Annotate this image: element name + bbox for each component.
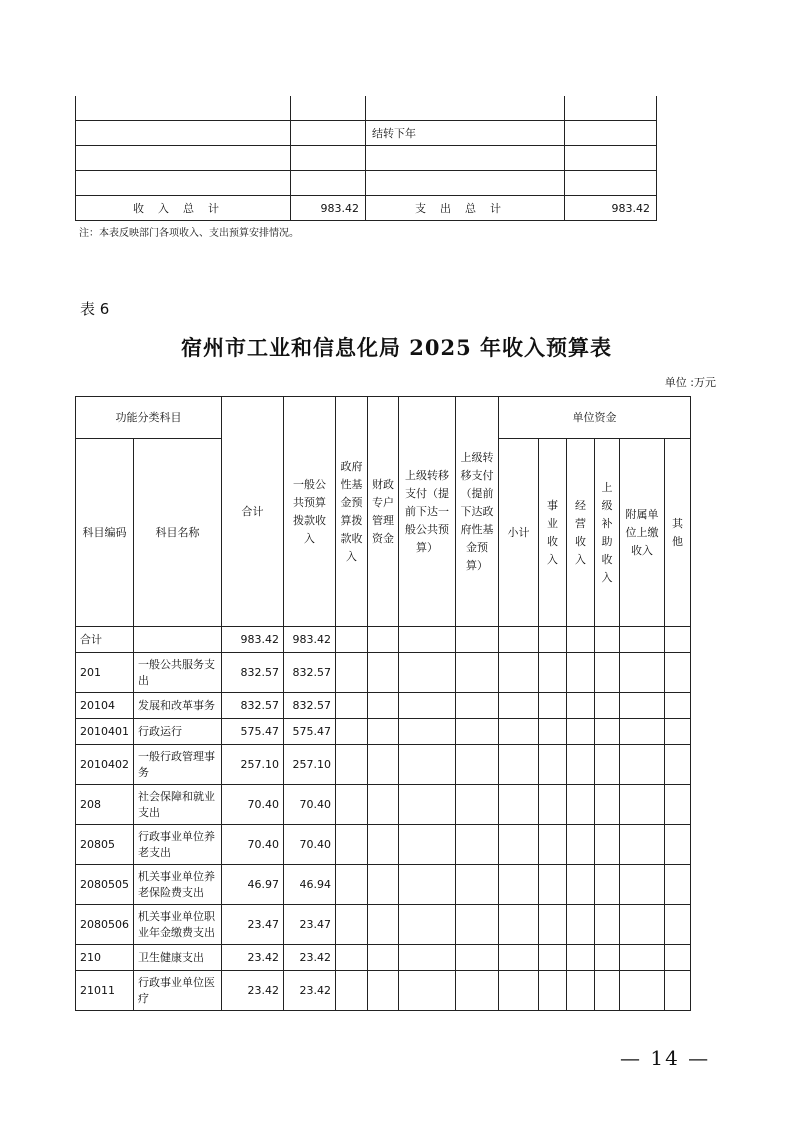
empty-cell bbox=[336, 653, 368, 693]
row-code: 20104 bbox=[76, 693, 134, 719]
table-row bbox=[76, 146, 657, 171]
empty-cell bbox=[539, 745, 567, 785]
empty-cell bbox=[620, 627, 665, 653]
empty-cell bbox=[595, 719, 620, 745]
operating-income-header: 经营收入 bbox=[567, 439, 595, 627]
table-number: 表 6 bbox=[80, 300, 110, 318]
empty-cell bbox=[336, 825, 368, 865]
empty-cell bbox=[368, 627, 399, 653]
row-code: 21011 bbox=[76, 971, 134, 1011]
table-row bbox=[76, 719, 691, 745]
empty-cell bbox=[499, 693, 539, 719]
row-name: 行政运行 bbox=[134, 719, 222, 745]
empty-cell bbox=[399, 693, 456, 719]
row-general-budget: 70.40 bbox=[284, 785, 336, 825]
empty-cell bbox=[368, 905, 399, 945]
empty-cell bbox=[336, 627, 368, 653]
empty-cell bbox=[336, 745, 368, 785]
empty-cell bbox=[456, 627, 499, 653]
row-code: 合计 bbox=[76, 627, 134, 653]
table-row bbox=[76, 745, 691, 785]
row-general-budget: 23.47 bbox=[284, 905, 336, 945]
row-name: 卫生健康支出 bbox=[134, 945, 222, 971]
empty-cell bbox=[399, 785, 456, 825]
row-total: 832.57 bbox=[222, 653, 284, 693]
empty-cell bbox=[539, 945, 567, 971]
empty-cell bbox=[336, 693, 368, 719]
row-total: 23.47 bbox=[222, 905, 284, 945]
empty-cell bbox=[665, 693, 691, 719]
totals-row bbox=[76, 196, 657, 221]
row-code: 2010401 bbox=[76, 719, 134, 745]
subtotal-header: 小计 bbox=[499, 439, 539, 627]
empty-cell bbox=[620, 825, 665, 865]
empty-cell bbox=[665, 945, 691, 971]
row-total: 832.57 bbox=[222, 693, 284, 719]
affiliated-income-header: 附属单位上缴收入 bbox=[620, 439, 665, 627]
empty-cell bbox=[456, 745, 499, 785]
empty-cell bbox=[456, 785, 499, 825]
empty-cell bbox=[336, 865, 368, 905]
table-row bbox=[76, 865, 691, 905]
other-header: 其他 bbox=[665, 439, 691, 627]
empty-cell bbox=[539, 865, 567, 905]
empty-cell bbox=[499, 745, 539, 785]
row-total: 23.42 bbox=[222, 945, 284, 971]
row-code: 208 bbox=[76, 785, 134, 825]
empty-cell bbox=[336, 905, 368, 945]
empty-cell bbox=[620, 785, 665, 825]
empty-cell bbox=[399, 745, 456, 785]
row-code: 2080505 bbox=[76, 865, 134, 905]
row-general-budget: 983.42 bbox=[284, 627, 336, 653]
expense-summary-table bbox=[75, 96, 657, 221]
empty-cell bbox=[399, 945, 456, 971]
empty-cell bbox=[595, 825, 620, 865]
table-row bbox=[76, 96, 657, 121]
empty-cell bbox=[620, 719, 665, 745]
row-general-budget: 23.42 bbox=[284, 945, 336, 971]
row-total: 575.47 bbox=[222, 719, 284, 745]
empty-cell bbox=[620, 693, 665, 719]
empty-cell bbox=[539, 785, 567, 825]
row-name: 一般公共服务支出 bbox=[134, 653, 222, 693]
income-total-value: 983.42 bbox=[291, 196, 366, 221]
empty-cell bbox=[620, 945, 665, 971]
row-code: 2080506 bbox=[76, 905, 134, 945]
empty-cell bbox=[567, 825, 595, 865]
code-header: 科目编码 bbox=[76, 439, 134, 627]
row-name: 行政事业单位医疗 bbox=[134, 971, 222, 1011]
table-row bbox=[76, 693, 691, 719]
page-title: 宿州市工业和信息化局 2025 年收入预算表 bbox=[180, 335, 613, 360]
expense-total-value: 983.42 bbox=[565, 196, 657, 221]
row-general-budget: 23.42 bbox=[284, 971, 336, 1011]
empty-cell bbox=[595, 627, 620, 653]
expense-total-label: 支出总计 bbox=[366, 196, 565, 221]
empty-cell bbox=[665, 905, 691, 945]
empty-cell bbox=[399, 627, 456, 653]
empty-cell bbox=[336, 945, 368, 971]
row-general-budget: 832.57 bbox=[284, 653, 336, 693]
empty-cell bbox=[368, 945, 399, 971]
empty-cell bbox=[620, 865, 665, 905]
empty-cell bbox=[595, 745, 620, 785]
empty-cell bbox=[595, 653, 620, 693]
empty-cell bbox=[665, 865, 691, 905]
empty-cell bbox=[665, 825, 691, 865]
empty-cell bbox=[336, 719, 368, 745]
empty-cell bbox=[539, 653, 567, 693]
empty-cell bbox=[336, 971, 368, 1011]
empty-cell bbox=[620, 653, 665, 693]
empty-cell bbox=[499, 719, 539, 745]
empty-cell bbox=[368, 825, 399, 865]
empty-cell bbox=[499, 971, 539, 1011]
general-budget-header: 一般公共预算拨款收入 bbox=[284, 397, 336, 627]
total-header: 合计 bbox=[222, 397, 284, 627]
empty-cell bbox=[567, 971, 595, 1011]
table-row bbox=[76, 627, 691, 653]
func-class-header: 功能分类科目 bbox=[76, 397, 222, 439]
empty-cell bbox=[665, 745, 691, 785]
empty-cell bbox=[499, 905, 539, 945]
row-name: 一般行政管理事务 bbox=[134, 745, 222, 785]
empty-cell bbox=[399, 719, 456, 745]
row-name bbox=[134, 627, 222, 653]
empty-cell bbox=[665, 627, 691, 653]
header-row bbox=[76, 397, 691, 439]
empty-cell bbox=[499, 627, 539, 653]
empty-cell bbox=[368, 693, 399, 719]
table-row bbox=[76, 825, 691, 865]
empty-cell bbox=[399, 971, 456, 1011]
empty-cell bbox=[368, 971, 399, 1011]
row-total: 23.42 bbox=[222, 971, 284, 1011]
empty-cell bbox=[499, 945, 539, 971]
empty-cell bbox=[499, 785, 539, 825]
table-row bbox=[76, 785, 691, 825]
page-number: — 14 — bbox=[620, 1046, 711, 1070]
empty-cell bbox=[539, 719, 567, 745]
empty-cell bbox=[499, 865, 539, 905]
row-name: 机关事业单位职业年金缴费支出 bbox=[134, 905, 222, 945]
empty-cell bbox=[567, 745, 595, 785]
empty-cell bbox=[567, 945, 595, 971]
empty-cell bbox=[399, 905, 456, 945]
empty-cell bbox=[456, 719, 499, 745]
empty-cell bbox=[595, 865, 620, 905]
row-general-budget: 575.47 bbox=[284, 719, 336, 745]
empty-cell bbox=[567, 785, 595, 825]
empty-cell bbox=[620, 745, 665, 785]
empty-cell bbox=[567, 653, 595, 693]
empty-cell bbox=[620, 971, 665, 1011]
empty-cell bbox=[399, 825, 456, 865]
empty-cell bbox=[368, 865, 399, 905]
empty-cell bbox=[665, 785, 691, 825]
income-budget-table bbox=[75, 396, 691, 1011]
empty-cell bbox=[499, 653, 539, 693]
empty-cell bbox=[456, 905, 499, 945]
table-row bbox=[76, 121, 657, 146]
empty-cell bbox=[539, 971, 567, 1011]
empty-cell bbox=[336, 785, 368, 825]
row-code: 210 bbox=[76, 945, 134, 971]
empty-cell bbox=[665, 719, 691, 745]
table-row bbox=[76, 945, 691, 971]
row-name: 机关事业单位养老保险费支出 bbox=[134, 865, 222, 905]
business-income-header: 事业收入 bbox=[539, 439, 567, 627]
empty-cell bbox=[456, 865, 499, 905]
empty-cell bbox=[456, 971, 499, 1011]
unit-label: 单位 :万元 bbox=[664, 376, 716, 389]
empty-cell bbox=[595, 971, 620, 1011]
empty-cell bbox=[595, 693, 620, 719]
empty-cell bbox=[499, 825, 539, 865]
empty-cell bbox=[595, 945, 620, 971]
transfer-fund-header: 上级转移支付（提前下达政府性基金预算） bbox=[456, 397, 499, 627]
table-row bbox=[76, 653, 691, 693]
empty-cell bbox=[456, 945, 499, 971]
row-general-budget: 70.40 bbox=[284, 825, 336, 865]
empty-cell bbox=[567, 905, 595, 945]
empty-cell bbox=[567, 865, 595, 905]
carry-forward-label: 结转下年 bbox=[366, 121, 565, 146]
row-general-budget: 832.57 bbox=[284, 693, 336, 719]
empty-cell bbox=[567, 627, 595, 653]
empty-cell bbox=[595, 905, 620, 945]
row-code: 20805 bbox=[76, 825, 134, 865]
empty-cell bbox=[456, 693, 499, 719]
table-row bbox=[76, 171, 657, 196]
empty-cell bbox=[368, 653, 399, 693]
row-code: 201 bbox=[76, 653, 134, 693]
row-total: 257.10 bbox=[222, 745, 284, 785]
empty-cell bbox=[539, 627, 567, 653]
transfer-general-header: 上级转移支付（提前下达一般公共预算） bbox=[399, 397, 456, 627]
row-general-budget: 257.10 bbox=[284, 745, 336, 785]
row-name: 社会保障和就业支出 bbox=[134, 785, 222, 825]
gov-fund-header: 政府性基金预算拨款收入 bbox=[336, 397, 368, 627]
empty-cell bbox=[595, 785, 620, 825]
row-name: 行政事业单位养老支出 bbox=[134, 825, 222, 865]
empty-cell bbox=[456, 825, 499, 865]
empty-cell bbox=[539, 825, 567, 865]
row-name: 发展和改革事务 bbox=[134, 693, 222, 719]
name-header: 科目名称 bbox=[134, 439, 222, 627]
row-total: 70.40 bbox=[222, 785, 284, 825]
table-note: 注：本表反映部门各项收入、支出预算安排情况。 bbox=[79, 228, 299, 239]
empty-cell bbox=[399, 653, 456, 693]
table-row bbox=[76, 905, 691, 945]
empty-cell bbox=[368, 719, 399, 745]
income-total-label: 收入总计 bbox=[76, 196, 291, 221]
row-general-budget: 46.94 bbox=[284, 865, 336, 905]
empty-cell bbox=[539, 693, 567, 719]
upper-subsidy-header: 上级补助收入 bbox=[595, 439, 620, 627]
empty-cell bbox=[567, 693, 595, 719]
row-total: 983.42 bbox=[222, 627, 284, 653]
empty-cell bbox=[665, 653, 691, 693]
empty-cell bbox=[368, 745, 399, 785]
row-total: 70.40 bbox=[222, 825, 284, 865]
row-code: 2010402 bbox=[76, 745, 134, 785]
unit-funds-header: 单位资金 bbox=[499, 397, 691, 439]
empty-cell bbox=[399, 865, 456, 905]
empty-cell bbox=[665, 971, 691, 1011]
row-total: 46.97 bbox=[222, 865, 284, 905]
empty-cell bbox=[567, 719, 595, 745]
table-row bbox=[76, 971, 691, 1011]
empty-cell bbox=[620, 905, 665, 945]
empty-cell bbox=[368, 785, 399, 825]
empty-cell bbox=[539, 905, 567, 945]
fiscal-special-header: 财政专户管理资金 bbox=[368, 397, 399, 627]
empty-cell bbox=[456, 653, 499, 693]
